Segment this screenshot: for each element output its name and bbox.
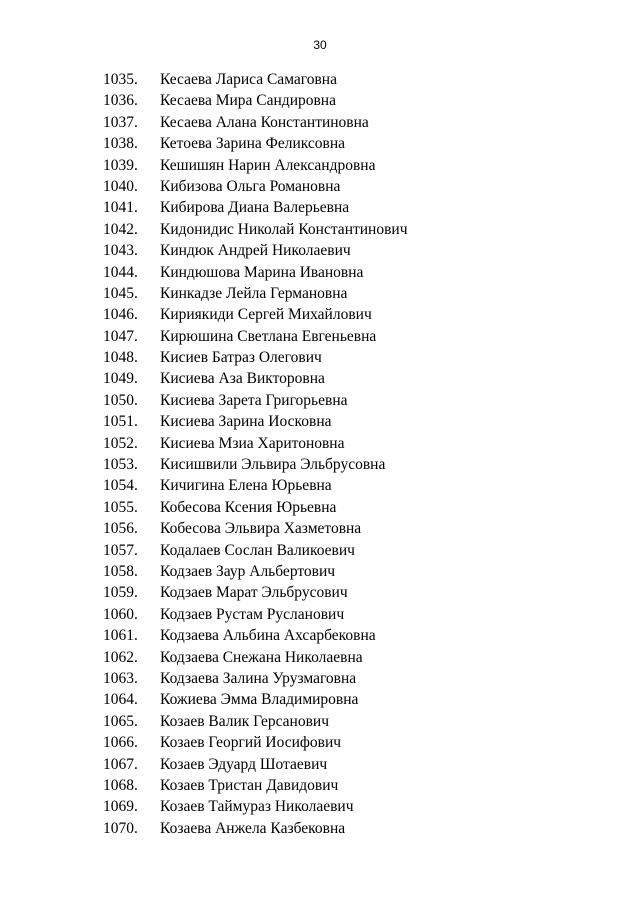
list-item xyxy=(0,176,640,197)
list-item xyxy=(0,240,640,261)
entry-name: Кодзаева Альбина Ахсарбековна xyxy=(160,627,376,645)
entry-name: Киндюк Андрей Николаевич xyxy=(160,242,351,260)
list-item xyxy=(0,775,640,796)
list-item xyxy=(0,818,640,839)
entry-name: Кисиев Батраз Олегович xyxy=(160,349,322,367)
entry-number: 1059. xyxy=(103,584,138,602)
entry-number: 1044. xyxy=(103,263,138,281)
entry-number: 1045. xyxy=(103,284,138,302)
entry-number: 1060. xyxy=(103,605,138,623)
list-item xyxy=(0,411,640,432)
entry-name: Кисиева Зарина Иосковна xyxy=(160,413,332,431)
entry-number: 1067. xyxy=(103,755,138,773)
entry-number: 1049. xyxy=(103,370,138,388)
entry-number: 1057. xyxy=(103,541,138,559)
page-number: 30 xyxy=(313,38,327,52)
entry-name: Кодзаев Марат Эльбрусович xyxy=(160,584,348,602)
entry-number: 1041. xyxy=(103,199,138,217)
entry-name: Козаев Тристан Давидович xyxy=(160,776,339,794)
list-item xyxy=(0,69,640,90)
entry-name: Кесаева Алана Константиновна xyxy=(160,113,369,131)
list-item xyxy=(0,368,640,389)
entry-number: 1037. xyxy=(103,113,138,131)
entry-number: 1051. xyxy=(103,413,138,431)
entry-name: Кидонидис Николай Константинович xyxy=(160,220,408,238)
entry-number: 1056. xyxy=(103,520,138,538)
entry-number: 1064. xyxy=(103,691,138,709)
entry-name: Козаев Таймураз Николаевич xyxy=(160,798,354,816)
entry-name: Кешишян Нарин Александровна xyxy=(160,156,376,174)
list-item xyxy=(0,475,640,496)
entry-number: 1040. xyxy=(103,177,138,195)
entry-number: 1062. xyxy=(103,648,138,666)
entry-name: Кинкадзе Лейла Германовна xyxy=(160,284,348,302)
entry-name: Кибирова Диана Валерьевна xyxy=(160,199,350,217)
entry-name: Кибизова Ольга Романовна xyxy=(160,177,341,195)
entry-number: 1058. xyxy=(103,562,138,580)
entry-number: 1039. xyxy=(103,156,138,174)
entry-number: 1054. xyxy=(103,477,138,495)
entry-name: Козаева Анжела Казбековна xyxy=(160,819,346,837)
list-item xyxy=(0,604,640,625)
list-item xyxy=(0,133,640,154)
list-item xyxy=(0,390,640,411)
list-item xyxy=(0,197,640,218)
list-item xyxy=(0,518,640,539)
entry-number: 1063. xyxy=(103,669,138,687)
list-item xyxy=(0,454,640,475)
list-item xyxy=(0,625,640,646)
entry-number: 1068. xyxy=(103,776,138,794)
list-item xyxy=(0,112,640,133)
entry-number: 1061. xyxy=(103,627,138,645)
entry-name: Кодзаева Снежана Николаевна xyxy=(160,648,363,666)
list-item xyxy=(0,647,640,668)
entry-number: 1046. xyxy=(103,306,138,324)
entry-name: Козаев Эдуард Шотаевич xyxy=(160,755,328,773)
entry-name: Кирюшина Светлана Евгеньевна xyxy=(160,327,377,345)
entry-name: Кириякиди Сергей Михайлович xyxy=(160,306,372,324)
entry-number: 1048. xyxy=(103,349,138,367)
entry-number: 1043. xyxy=(103,242,138,260)
list-item xyxy=(0,155,640,176)
entry-name: Кисиева Аза Викторовна xyxy=(160,370,325,388)
list-item xyxy=(0,283,640,304)
list-item xyxy=(0,668,640,689)
list-item xyxy=(0,732,640,753)
entry-name: Кодзаева Залина Урузмаговна xyxy=(160,669,357,687)
entry-name: Козаев Валик Герсанович xyxy=(160,712,329,730)
entry-name: Кодалаев Сослан Валикоевич xyxy=(160,541,355,559)
entry-number: 1055. xyxy=(103,498,138,516)
list-item xyxy=(0,796,640,817)
list-item xyxy=(0,347,640,368)
entry-name: Кичигина Елена Юрьевна xyxy=(160,477,332,495)
list-item xyxy=(0,304,640,325)
entry-number: 1069. xyxy=(103,798,138,816)
list-item xyxy=(0,497,640,518)
list-item xyxy=(0,582,640,603)
entry-name: Кодзаев Заур Альбертович xyxy=(160,562,336,580)
list-item xyxy=(0,561,640,582)
entry-name: Кобесова Эльвира Хазметовна xyxy=(160,520,362,538)
entry-number: 1038. xyxy=(103,135,138,153)
entry-number: 1047. xyxy=(103,327,138,345)
list-item xyxy=(0,711,640,732)
list-item xyxy=(0,540,640,561)
entry-number: 1052. xyxy=(103,434,138,452)
entry-name: Кодзаев Рустам Русланович xyxy=(160,605,345,623)
entry-number: 1053. xyxy=(103,456,138,474)
list-item xyxy=(0,689,640,710)
entry-name: Кисишвили Эльвира Эльбрусовна xyxy=(160,456,386,474)
entry-name: Кесаева Мира Сандировна xyxy=(160,92,336,110)
list-item xyxy=(0,90,640,111)
entry-number: 1042. xyxy=(103,220,138,238)
entry-number: 1050. xyxy=(103,391,138,409)
entry-name: Кожиева Эмма Владимировна xyxy=(160,691,359,709)
entry-name: Кобесова Ксения Юрьевна xyxy=(160,498,337,516)
entry-name: Кисиева Мзиа Харитоновна xyxy=(160,434,345,452)
entry-number: 1066. xyxy=(103,734,138,752)
entry-number: 1070. xyxy=(103,819,138,837)
entry-name: Козаев Георгий Иосифович xyxy=(160,734,342,752)
entry-name: Киндюшова Марина Ивановна xyxy=(160,263,364,281)
name-list xyxy=(0,69,640,839)
list-item xyxy=(0,262,640,283)
list-item xyxy=(0,433,640,454)
entry-number: 1035. xyxy=(103,71,138,88)
list-item xyxy=(0,326,640,347)
list-item xyxy=(0,754,640,775)
entry-name: Кисиева Зарета Григорьевна xyxy=(160,391,348,409)
entry-name: Кетоева Зарина Феликсовна xyxy=(160,135,346,153)
entry-name: Кесаева Лариса Самаговна xyxy=(160,71,337,88)
list-item xyxy=(0,219,640,240)
entry-number: 1036. xyxy=(103,92,138,110)
entry-number: 1065. xyxy=(103,712,138,730)
